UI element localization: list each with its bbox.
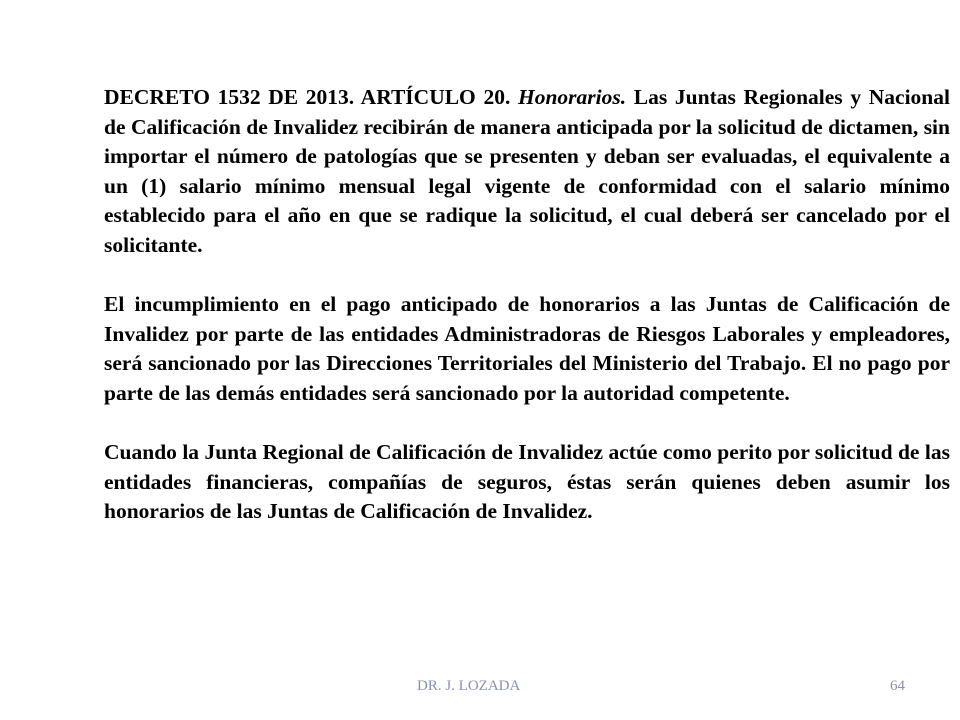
decree-heading: DECRETO 1532 DE 2013. ARTÍCULO 20. bbox=[104, 85, 518, 109]
page-number: 64 bbox=[890, 678, 905, 694]
footer-author: DR. J. LOZADA bbox=[417, 678, 521, 694]
paragraph-expert-fees: Cuando la Junta Regional de Calificación de Invalidez actúe como perito por solicitud de las entidades financieras, compañías de seguros, éstas serán quienes deben asumir los honorarios de las Juntas de Calificación de Invalidez. bbox=[104, 440, 950, 523]
slide-body bbox=[104, 83, 950, 527]
paragraph-non-payment: El incumplimiento en el pago anticipado de honorarios a las Juntas de Calificación de Invalidez por parte de las entidades Administradoras de Riesgos Laborales y empleadores, será sancionado por las Direcciones Territoriales del Ministerio del Trabajo. El no pago por parte de las demás entidades será sancionado por la autoridad competente. bbox=[104, 292, 950, 405]
article-title: Honorarios. bbox=[518, 85, 627, 109]
paragraph-decree-article bbox=[104, 83, 950, 260]
decree-text: Las Juntas Regionales y Nacional de Calificación de Invalidez recibirán de manera anticipada por la solicitud de dictamen, sin importar el número de patologías que se presenten y deban ser evaluadas, el equivalente a un (1) salario mínimo mensual legal vigente de conformidad con el salario mínimo establecido para el año en que se radique la solicitud, el cual deberá ser cancelado por el solicitante. bbox=[104, 85, 950, 257]
